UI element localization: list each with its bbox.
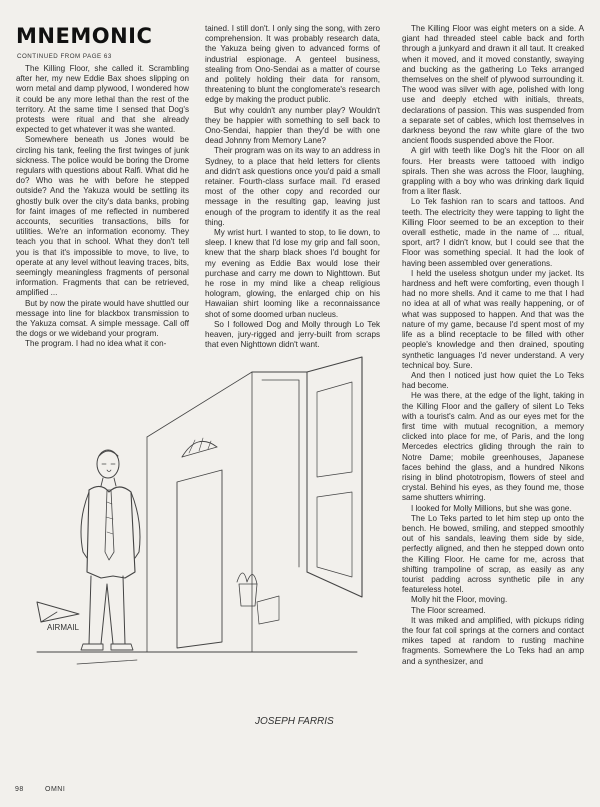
paragraph: And then I noticed just how quiet the Lo Teks had become. [402,370,584,391]
paragraph: A girl with teeth like Dog's hit the Floor on all fours. Her breasts were tattooed with indigo spirals. Then she was across the Floor, laughing, grappling with a boy who was drinking dark liquid from a liter flask. [402,146,584,197]
paragraph: The Floor screamed. [411,605,486,615]
continued-line: CONTINUED FROM PAGE 63 [17,53,112,60]
text-column-3 [402,24,584,784]
paragraph: It was miked and amplified, with pickups riding the four fat coil springs at the corners and contact mikes taped at random to rusting machine fragments. Somewhere the Lo Teks had an amp and a synthesizer, and [402,615,584,666]
paragraph: I held the useless shotgun under my jacket. Its hardness and heft were comforting, even though I had no more shells. And it came to me that I had no idea at all of what was really happening, or of what was supposed to happen. And that was the nature of my game, because I'd spent most of my life as a blind receptacle to be filled with other people's knowledge and then drained, spouting synthetic languages I'd never understand. A very technical boy. Sure. [402,268,584,370]
section-title: MNEMONIC [16,24,153,48]
paragraph: He was there, at the edge of the light, taking in the Killing Floor and the gallery of silent Lo Teks with a tourist's calm. And as our eyes met for the first time with mutual recognition, a memory clicked into place for me, of Paris, and the long Mercedes electrics gliding through the rain to Notre Dame; mobile greenhouses, Japanese faces behind the glass, and a hundred Nikons rising in blind phototropism, flowers of steel and crystal. Behind his eyes, as they found me, those same shutters whirring. [402,391,584,503]
text-column-2 [205,24,380,350]
paragraph: tained. I still don't. I only sing the song, with zero comprehension. It was probably research data, the Yakuza being given to advanced forms of industrial espionage. A genteel business, stealing from Ono-Sendai as a matter of course and politely holding their data for ransom, threatening to blunt the conglomerate's research edge by making the product public. [205,24,380,105]
airmail-label: AIRMAIL [47,623,80,632]
paragraph: But why couldn't any number play? Wouldn't they be happier with something to sell back to Ono-Sendai, happier than they'd be with one dead Johnny from Memory Lane? [205,105,380,146]
text-column-1 [16,64,189,349]
paragraph: Their program was on its way to an address in Sydney, to a place that held letters for clients and didn't ask questions once you'd paid a small retainer. Fourth-class surface mail. I'd erased most of the other copy and recorded our message in the resulting gap, leaving just enough of the program to identify it as the real thing. [205,146,380,227]
magazine-name: OMNI [45,786,66,793]
paragraph: Somewhere beneath us Jones would be circling his tank, feeling the first twinges of junk sickness. The police would be boring the Drome regulars with questions about Ralfi. What did he do? Who was he with before he stepped outside? And the Yakuza would be settling its ghostly bulk over the city's data banks, probing for faint images of me reflected in numbered accounts, securities transactions, bills for utilities. We're an information economy. They teach you that in school. What they don't tell you is that it's impossible to move, to live, to operate at any level without leaving traces, bits, seemingly meaningless fragments of personal information. Fragments that can be retrieved, amplified ... [16,135,189,298]
paragraph: My wrist hurt. I wanted to stop, to lie down, to sleep. I knew that I'd lose my grip and fall soon, knew that the sharp black shoes I'd bought for my evening as Eddie Bax would lose their purchase and carry me down to Nighttown. But he rose in my mind like a cheap religious hologram, glowing, the enlarged chip on his Hawaiian shirt looming like a reconnaissance shot of some doomed urban nucleus. [205,228,380,319]
paragraph: The Killing Floor, she called it. Scrambling after her, my new Eddie Bax shoes slipping on worn metal and damp plywood, I wondered how it could be any more lethal than the rest of the territory. At the same time I sensed that Dog's protests were ritual and that she already expected to get whatever it was she wanted. [16,64,189,135]
paragraph: The program. I had no idea what it con- [25,339,167,349]
paragraph: But by now the pirate would have shuttled our message into line for blackbox transmission to the Yakuza comsat. A simple message. Call off the dogs or we wideband your program. [16,298,189,339]
paragraph: Molly hit the Floor, moving. [411,595,508,605]
paragraph: So I followed Dog and Molly through Lo Tek heaven, jury-rigged and jerry-built from scraps that even Nighttown didn't want. [205,319,380,350]
artist-signature: JOSEPH FARRIS [255,716,334,727]
paragraph: I looked for Molly Millions, but she was gone. [411,503,572,513]
page-number: 98 [15,786,24,793]
cartoon-illustration [17,352,389,752]
paragraph: Lo Tek fashion ran to scars and tattoos. And teeth. The electricity they were tapping to light the Killing Floor seemed to be an exception to their overall esthetic, made in the name of ... ritual, sport, art? I didn't know, but I could see that the Floor was something special. It had the look of having been assembled over generations. [402,197,584,268]
paragraph: The Lo Teks parted to let him step up onto the bench. He bowed, smiling, and stepped smoothly out of his sandals, leaving them side by side, perfectly aligned, and then he stepped down onto the Killing Floor. He came for me, across that shifting trampoline of scrap, as easily as any tourist padding across synthetic pile in any featureless hotel. [402,513,584,595]
paragraph: The Killing Floor was eight meters on a side. A giant had threaded steel cable back and forth through a junkyard and drawn it all taut. It creaked when it moved, and it moved constantly, swaying and bucking as the gathering Lo Teks arranged themselves on the shelf of plywood surrounding it. The wood was silver with age, polished with long use and deeply etched with initials, threats, declarations of passion. This was suspended from a separate set of cables, which lost themselves in darkness beyond the raw white glare of the two ancient floods suspended above the Floor. [402,24,584,146]
